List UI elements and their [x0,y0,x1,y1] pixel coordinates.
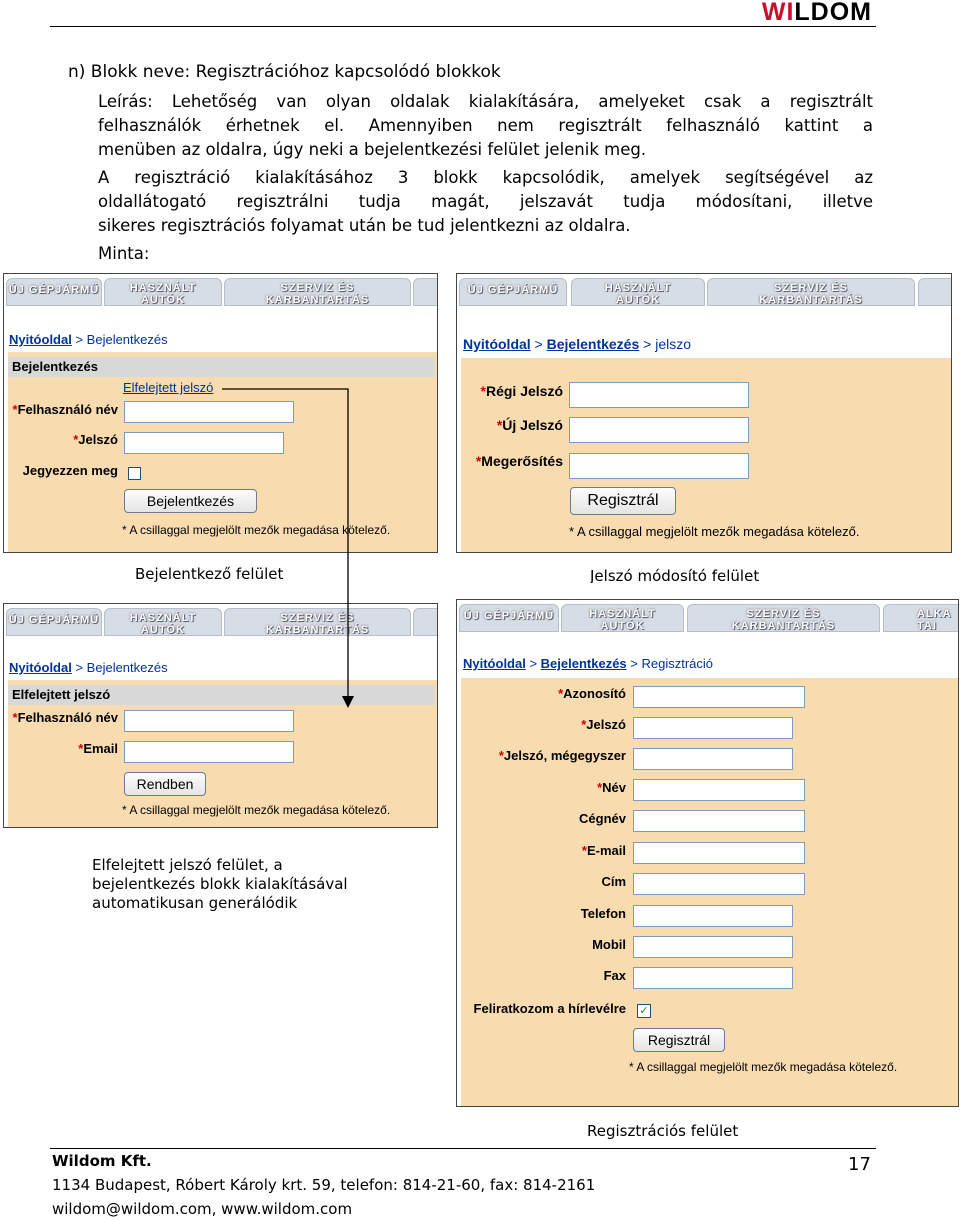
breadcrumb-login-link[interactable]: Bejelentkezés [540,656,627,671]
reg-input[interactable] [633,810,805,832]
tab-used-cars[interactable]: HASZNÁLT AUTÓK [571,278,705,306]
reg-label: *Jelszó, mégegyszer [498,748,626,763]
forgot-caption-line: automatikusan generálódik [92,894,298,912]
reg-label: Fax [603,968,626,983]
breadcrumb-home-link[interactable]: Nyitóoldal [463,336,531,352]
tab-used-cars[interactable]: HASZNÁLT AUTÓK [104,278,222,306]
ok-button[interactable]: Rendben [124,772,206,796]
reg-label: Cím [601,874,626,889]
breadcrumb: Nyitóoldal > Bejelentkezés [9,660,168,675]
required-note: * A csillaggal megjelölt mezők megadása kötelező. [569,524,860,539]
registration-caption: Regisztrációs felület [587,1122,739,1140]
required-note: * A csillaggal megjelölt mezők megadása kötelező. [122,523,391,537]
tab-used-cars[interactable]: HASZNÁLT AUTÓK [561,604,684,632]
reg-input[interactable] [633,936,793,958]
tab-parts[interactable]: ALKA TAI [883,604,959,632]
breadcrumb: Nyitóoldal > Bejelentkezés > jelszo [463,336,692,352]
brand-logo-red-part: WI [761,0,795,26]
description-line: Leírás: Lehetőség van olyan oldalak kialakítására, amelyeket csak a regisztrált [98,92,873,111]
reg-input[interactable] [633,842,805,864]
tab-service[interactable]: SZERVIZ ÉS KARBANTARTÁS [687,604,880,632]
breadcrumb-login-link[interactable]: Bejelentkezés [546,336,640,352]
registration-screenshot [456,599,959,1107]
section-title: n) Blokk neve: Regisztrációhoz kapcsolódó blokkok [68,62,501,82]
reg-label: *Azonosító [558,686,626,701]
login-caption: Bejelentkező felület [135,565,284,583]
reg-label: *E-mail [581,843,626,858]
breadcrumb-home-link[interactable]: Nyitóoldal [9,332,72,347]
reg-input[interactable] [633,748,793,770]
tab-service[interactable]: SZERVIZ ÉS KARBANTARTÁS [707,278,915,306]
tab-service[interactable]: SZERVIZ ÉS KARBANTARTÁS [224,608,411,636]
breadcrumb-current: jelszo [655,336,692,352]
blocks-line: A regisztráció kialakításához 3 blokk kapcsolódik, amelyek segítségével az [98,168,873,187]
required-note: * A csillaggal megjelölt mezők megadása kötelező. [122,803,391,817]
forgot-password-link[interactable]: Elfelejtett jelszó [123,380,214,395]
username-label: *Felhasználó név [12,402,118,417]
register-button[interactable]: Regisztrál [633,1028,725,1052]
reg-label: Telefon [580,906,626,921]
password-label: *Jelszó [73,432,118,447]
blocks-line: sikeres regisztrációs folyamat után be tud jelentkezni az oldalra. [98,216,631,235]
breadcrumb-current: Regisztráció [641,656,714,671]
reg-input[interactable] [633,686,805,708]
breadcrumb: Nyitóoldal > Bejelentkezés [9,332,168,347]
description-line: felhasználók érhetnek el. Amennyiben nem regisztrált felhasználó kattint a [98,116,873,135]
confirm-password-label: *Megerősítés [475,453,563,469]
username-label: *Felhasználó név [12,710,118,725]
footer-rule [50,1148,876,1149]
reg-input[interactable] [633,967,793,989]
password-change-caption: Jelszó módosító felület [590,567,760,583]
tab-new-vehicle[interactable]: ÚJ GÉPJÁRMŰ [6,278,102,306]
reg-label: Cégnév [579,811,626,826]
sample-label: Minta: [98,244,150,263]
forgot-caption-line: Elfelejtett jelszó felület, a [92,856,283,874]
blocks-line: oldallátogató regisztrálni tudja magát, jelszavát tudja módosítani, illetve [98,192,873,211]
breadcrumb-current: Bejelentkezés [86,660,168,675]
newsletter-checkbox[interactable]: ✓ [637,1004,651,1018]
change-password-button[interactable]: Regisztrál [570,487,676,515]
brand-logo-black-part: LDOM [794,0,872,26]
email-label: *Email [78,741,118,756]
login-button[interactable]: Bejelentkezés [124,489,257,513]
tab-new-vehicle[interactable]: ÚJ GÉPJÁRMŰ [459,604,559,632]
remember-label: Jegyezzen meg [22,463,118,478]
page-number: 17 [848,1154,871,1175]
breadcrumb-current: Bejelentkezés [86,332,168,347]
tab-used-cars[interactable]: HASZNÁLT AUTÓK [104,608,222,636]
tab-new-vehicle[interactable]: ÚJ GÉPJÁRMŰ [6,608,102,636]
reg-label: *Név [597,780,626,795]
tab-service[interactable]: SZERVIZ ÉS KARBANTARTÁS [224,278,411,306]
footer-web: wildom@wildom.com, www.wildom.com [52,1200,353,1218]
reg-label: Mobil [592,937,626,952]
newsletter-label: Feliratkozom a hírlevélre [473,1001,626,1016]
breadcrumb-home-link[interactable]: Nyitóoldal [463,656,526,671]
breadcrumb-home-link[interactable]: Nyitóoldal [9,660,72,675]
reg-input[interactable] [633,905,793,927]
new-password-label: *Új Jelszó [496,417,563,433]
breadcrumb: Nyitóoldal > Bejelentkezés > Regisztráció [463,656,714,671]
required-note: * A csillaggal megjelölt mezők megadása kötelező. [629,1060,898,1074]
tab-new-vehicle[interactable]: ÚJ GÉPJÁRMŰ [459,278,567,306]
old-password-label: *Régi Jelszó [480,383,563,399]
nav-tabs [457,600,958,636]
reg-input[interactable] [633,717,793,739]
reg-input[interactable] [633,873,805,895]
reg-input[interactable] [633,779,805,801]
footer-company: Wildom Kft. [52,1152,152,1170]
forgot-caption-line: bejelentkezés blokk kialakításával [92,875,348,893]
footer-address: 1134 Budapest, Róbert Károly krt. 59, telefon: 814-21-60, fax: 814-2161 [52,1176,596,1194]
reg-label: *Jelszó [581,717,626,732]
login-heading: Bejelentkezés [8,357,435,377]
description-line: menüben az oldalra, úgy neki a bejelentkezési felület jelenik meg. [98,140,647,159]
forgot-heading: Elfelejtett jelszó [8,685,435,705]
